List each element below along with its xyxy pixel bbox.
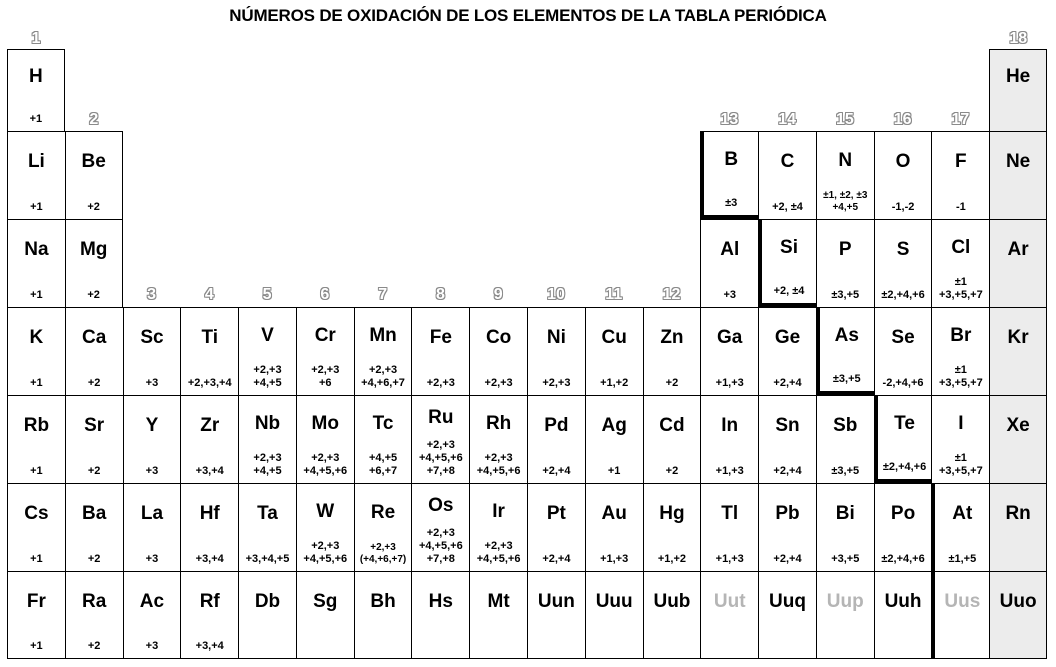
oxidation-numbers: +2,+4 — [773, 465, 802, 478]
empty-cell — [123, 49, 181, 131]
oxidation-numbers: +2,+3 +6 — [311, 364, 340, 390]
element-cell-Re — [354, 483, 412, 571]
oxidation-numbers: +1,+2 — [657, 553, 686, 566]
element-cell-F — [931, 131, 989, 219]
element-cell-Pd — [527, 395, 585, 483]
element-symbol: Mt — [487, 590, 510, 612]
element-symbol: Rb — [23, 415, 50, 436]
element-symbol: Kr — [1007, 327, 1029, 348]
element-cell-Cs — [7, 483, 65, 571]
oxidation-numbers: ±2,+4,+6 — [882, 461, 927, 474]
element-symbol: Fe — [429, 327, 452, 348]
element-cell-P — [816, 219, 874, 307]
element-symbol: Ni — [546, 327, 566, 348]
element-cell-Pb — [758, 483, 816, 571]
oxidation-numbers: ±1,+5 — [948, 553, 977, 566]
group-label-13: 13 — [720, 111, 739, 128]
element-cell-Hf — [180, 483, 238, 571]
element-symbol: Ca — [82, 327, 107, 348]
empty-cell — [527, 131, 585, 219]
element-cell-Rh — [469, 395, 527, 483]
element-cell-Uuu — [585, 571, 643, 659]
element-symbol: Ne — [1005, 151, 1031, 172]
element-symbol: Cd — [659, 415, 685, 436]
oxidation-numbers: ±1, ±2, ±3 +4,+5 — [823, 190, 868, 214]
element-cell-O — [874, 131, 932, 219]
element-symbol: Mg — [79, 239, 108, 260]
empty-cell — [469, 49, 527, 131]
element-cell-Li — [7, 131, 65, 219]
element-symbol: Na — [24, 239, 49, 260]
oxidation-numbers: +1 — [30, 377, 43, 390]
empty-cell — [123, 131, 181, 219]
element-symbol: La — [140, 503, 164, 524]
empty-cell — [238, 49, 296, 131]
oxidation-numbers: ±2,+4,+6 — [881, 289, 925, 302]
element-symbol: Cl — [951, 237, 971, 259]
element-cell-As — [816, 307, 874, 395]
oxidation-numbers: +2,+3,+4 — [187, 377, 232, 390]
element-cell-Sr — [65, 395, 123, 483]
oxidation-numbers: +1 — [30, 553, 43, 566]
empty-cell — [411, 131, 469, 219]
element-cell-At — [931, 483, 989, 571]
oxidation-numbers: +2 — [87, 553, 101, 566]
element-symbol: Al — [720, 239, 740, 260]
element-cell-C — [758, 131, 816, 219]
element-cell-Br — [931, 307, 989, 395]
oxidation-numbers: +2,+3 — [484, 377, 513, 390]
element-cell-Uut — [700, 571, 758, 659]
element-cell-Hs — [411, 571, 469, 659]
element-symbol: Pd — [544, 415, 569, 436]
oxidation-numbers: +2 — [87, 377, 101, 390]
oxidation-numbers: +1 — [29, 113, 43, 126]
element-cell-Rf — [180, 571, 238, 659]
element-cell-S — [874, 219, 932, 307]
element-cell-Hg — [643, 483, 701, 571]
oxidation-numbers: +1 — [30, 465, 43, 478]
oxidation-numbers: +2, ±4 — [773, 285, 805, 298]
element-symbol: As — [834, 325, 859, 346]
element-symbol: Ga — [717, 327, 743, 348]
element-symbol: B — [724, 149, 739, 170]
group-label-8: 8 — [435, 286, 445, 303]
element-symbol: Pt — [546, 503, 566, 524]
oxidation-numbers: +3 — [145, 553, 159, 566]
element-symbol: Nb — [254, 413, 281, 435]
empty-cell — [643, 131, 701, 219]
group-label-18: 18 — [1009, 30, 1028, 47]
element-symbol: Sc — [140, 327, 164, 348]
element-symbol: Zn — [660, 327, 684, 348]
group-label-5: 5 — [262, 286, 272, 303]
element-cell-Cd — [643, 395, 701, 483]
empty-cell — [354, 49, 412, 131]
element-symbol: Fr — [26, 590, 46, 612]
element-symbol: Uun — [537, 590, 575, 612]
element-cell-Y — [123, 395, 181, 483]
oxidation-numbers: +1 — [30, 289, 43, 302]
element-cell-Na — [7, 219, 65, 307]
element-cell-Te — [874, 395, 932, 483]
element-cell-Mt — [469, 571, 527, 659]
oxidation-numbers: ±1 +3,+5,+7 — [938, 364, 983, 390]
oxidation-numbers: +2,+3 — [542, 377, 571, 390]
element-cell-Tc — [354, 395, 412, 483]
element-symbol: F — [955, 151, 967, 172]
oxidation-numbers: -2,+4,+6 — [882, 377, 924, 390]
element-symbol: Uus — [944, 590, 981, 612]
element-symbol: Os — [428, 494, 454, 516]
element-symbol: At — [952, 503, 973, 524]
element-symbol: Uup — [826, 590, 864, 612]
element-symbol: In — [721, 415, 739, 436]
element-symbol: Sr — [84, 415, 105, 436]
oxidation-numbers: ±1 +3,+5,+7 — [938, 452, 983, 478]
oxidation-numbers: -1,-2 — [891, 201, 915, 214]
element-symbol: K — [29, 327, 44, 348]
element-symbol: Cs — [24, 503, 49, 524]
group-label-16: 16 — [893, 111, 912, 128]
element-cell-Kr — [989, 307, 1047, 395]
element-symbol: Ir — [492, 501, 505, 523]
element-symbol: I — [958, 413, 964, 435]
element-cell-Uuo — [989, 571, 1047, 659]
element-symbol: Ru — [428, 406, 454, 428]
empty-cell — [180, 49, 238, 131]
element-cell-Fe — [411, 307, 469, 395]
element-cell-In — [700, 395, 758, 483]
oxidation-numbers: +1,+3 — [715, 465, 744, 478]
element-symbol: Uuo — [999, 590, 1037, 612]
oxidation-numbers: +2,+3 +4,+5 — [253, 452, 282, 478]
element-cell-Bh — [354, 571, 412, 659]
element-cell-Uuq — [758, 571, 816, 659]
element-symbol: Ba — [82, 503, 107, 524]
element-symbol: Bi — [835, 503, 855, 524]
oxidation-numbers: +3,+4 — [195, 640, 224, 653]
oxidation-numbers: +3 — [145, 640, 159, 653]
group-label-7: 7 — [378, 286, 388, 303]
oxidation-numbers: +3,+4,+5 — [245, 553, 290, 566]
oxidation-numbers: +2,+4 — [542, 553, 571, 566]
group-label-4: 4 — [204, 286, 214, 303]
element-symbol: Mo — [311, 413, 339, 435]
element-cell-Uus — [931, 571, 989, 659]
oxidation-numbers: +2 — [87, 201, 100, 214]
element-cell-Uuh — [874, 571, 932, 659]
empty-cell — [296, 131, 354, 219]
oxidation-numbers: +2, ±4 — [772, 201, 803, 214]
group-label-2: 2 — [89, 111, 99, 128]
element-symbol: Re — [370, 502, 396, 524]
element-symbol: Ar — [1007, 239, 1029, 260]
element-cell-Sn — [758, 395, 816, 483]
element-symbol: O — [895, 151, 911, 172]
element-symbol: Cr — [314, 325, 336, 347]
element-cell-He — [989, 49, 1047, 131]
oxidation-numbers: +1,+3 — [600, 553, 629, 566]
page-title: NÚMEROS DE OXIDACIÓN DE LOS ELEMENTOS DE LA TABLA PERIÓDICA — [229, 6, 827, 25]
element-cell-Cr — [296, 307, 354, 395]
element-cell-Ac — [123, 571, 181, 659]
element-cell-Mg — [65, 219, 123, 307]
element-cell-W — [296, 483, 354, 571]
oxidation-numbers: +3,+4 — [195, 465, 224, 478]
oxidation-numbers: +2 — [665, 465, 679, 478]
oxidation-numbers: +2,+3 +4,+5 — [253, 364, 282, 390]
element-cell-Ir — [469, 483, 527, 571]
oxidation-numbers: +3 — [723, 289, 736, 302]
group-label-1: 1 — [31, 30, 41, 47]
element-symbol: Br — [950, 325, 972, 347]
element-cell-Fr — [7, 571, 65, 659]
element-cell-Se — [874, 307, 932, 395]
oxidation-numbers: +2 — [87, 289, 100, 302]
oxidation-numbers: +1 — [30, 640, 43, 653]
oxidation-numbers: +2,+3 +4,+5,+6 — [476, 452, 521, 478]
group-label-10: 10 — [547, 286, 565, 303]
element-cell-Ba — [65, 483, 123, 571]
element-cell-Sc — [123, 307, 181, 395]
element-cell-K — [7, 307, 65, 395]
oxidation-numbers: ±3,+5 — [832, 373, 861, 386]
oxidation-numbers: +3 — [145, 377, 159, 390]
element-symbol: Ta — [257, 503, 278, 524]
oxidation-numbers: +2,+3 — [426, 377, 455, 390]
element-symbol: Be — [81, 151, 106, 172]
empty-cell — [527, 49, 585, 131]
element-symbol: Ac — [139, 590, 165, 612]
element-cell-Os — [411, 483, 469, 571]
element-cell-Ge — [758, 307, 816, 395]
element-symbol: N — [838, 150, 853, 172]
element-cell-Tl — [700, 483, 758, 571]
element-symbol: Uuh — [884, 590, 922, 612]
group-label-3: 3 — [147, 286, 156, 303]
oxidation-numbers: ±2,+4,+6 — [881, 553, 925, 566]
element-symbol: S — [896, 239, 910, 260]
element-cell-Nb — [238, 395, 296, 483]
group-label-12: 12 — [662, 286, 681, 303]
element-symbol: Uuu — [595, 590, 633, 612]
oxidation-numbers: ±3,+5 — [831, 289, 860, 302]
oxidation-numbers: +2,+4 — [773, 553, 802, 566]
oxidation-numbers: +3,+4 — [195, 553, 224, 566]
element-symbol: Uub — [653, 590, 691, 612]
element-cell-N — [816, 131, 874, 219]
oxidation-numbers: +2,+3 +4,+6,+7 — [361, 364, 405, 390]
oxidation-numbers: +2,+3 (+4,+6,+7) — [359, 542, 407, 566]
oxidation-numbers: +4,+5 +6,+7 — [368, 452, 398, 478]
element-symbol: Ag — [601, 415, 627, 436]
element-symbol: Se — [891, 327, 915, 348]
element-cell-Pt — [527, 483, 585, 571]
oxidation-numbers: +2,+3 +4,+5,+6 +7,+8 — [418, 439, 463, 478]
oxidation-numbers: +1,+3 — [715, 377, 744, 390]
element-symbol: Y — [145, 415, 159, 436]
element-symbol: C — [780, 151, 795, 172]
element-symbol: Sn — [775, 415, 800, 436]
element-symbol: Au — [601, 503, 627, 524]
element-cell-Sg — [296, 571, 354, 659]
empty-cell — [585, 49, 643, 131]
element-symbol: He — [1005, 66, 1031, 87]
element-symbol: Mn — [369, 325, 397, 347]
empty-cell — [643, 49, 701, 131]
element-symbol: Ra — [82, 590, 107, 612]
oxidation-numbers: +2,+3 +4,+5,+6 — [303, 452, 348, 478]
oxidation-numbers: -1 — [955, 201, 966, 214]
group-label-6: 6 — [320, 286, 330, 303]
element-cell-Sb — [816, 395, 874, 483]
element-symbol: Xe — [1006, 415, 1030, 436]
element-cell-Mo — [296, 395, 354, 483]
element-cell-Ni — [527, 307, 585, 395]
empty-cell — [180, 131, 238, 219]
element-cell-Zn — [643, 307, 701, 395]
element-symbol: Hf — [199, 503, 220, 524]
element-cell-Bi — [816, 483, 874, 571]
element-cell-Ta — [238, 483, 296, 571]
empty-cell — [296, 49, 354, 131]
oxidation-numbers: +3 — [145, 465, 159, 478]
element-cell-Co — [469, 307, 527, 395]
empty-cell — [585, 131, 643, 219]
element-cell-Au — [585, 483, 643, 571]
oxidation-numbers: +1 — [607, 465, 621, 478]
oxidation-numbers: +1,+3 — [715, 553, 744, 566]
element-symbol: Rh — [485, 413, 512, 435]
element-symbol: Sb — [833, 415, 858, 436]
oxidation-numbers: +2 — [665, 377, 679, 390]
element-symbol: Cu — [601, 327, 627, 348]
element-symbol: Co — [485, 327, 512, 348]
element-symbol: Rn — [1005, 503, 1031, 524]
element-cell-Ga — [700, 307, 758, 395]
element-cell-Uub — [643, 571, 701, 659]
element-symbol: Pb — [775, 503, 800, 524]
element-symbol: P — [838, 239, 852, 260]
element-symbol: Si — [780, 237, 798, 258]
group-label-11: 11 — [605, 286, 623, 303]
element-cell-Ti — [180, 307, 238, 395]
empty-cell — [354, 131, 412, 219]
element-cell-Ru — [411, 395, 469, 483]
element-cell-I — [931, 395, 989, 483]
empty-cell — [469, 131, 527, 219]
element-cell-Uun — [527, 571, 585, 659]
element-cell-Db — [238, 571, 296, 659]
element-cell-Uup — [816, 571, 874, 659]
oxidation-numbers: ±3 — [725, 197, 738, 210]
element-symbol: Bh — [370, 590, 396, 612]
element-cell-Mn — [354, 307, 412, 395]
element-symbol: H — [29, 66, 43, 87]
group-label-15: 15 — [835, 111, 854, 128]
element-cell-Ar — [989, 219, 1047, 307]
group-label-9: 9 — [493, 286, 503, 303]
element-cell-V — [238, 307, 296, 395]
element-symbol: Li — [27, 151, 45, 172]
element-cell-Xe — [989, 395, 1047, 483]
oxidation-numbers: +2 — [87, 640, 101, 653]
oxidation-numbers: +1 — [30, 201, 43, 214]
element-symbol: Uut — [713, 590, 746, 612]
element-symbol: Ti — [201, 327, 218, 348]
empty-cell — [411, 49, 469, 131]
element-cell-Ra — [65, 571, 123, 659]
element-symbol: W — [316, 501, 335, 523]
element-symbol: Hs — [428, 590, 453, 612]
element-cell-La — [123, 483, 181, 571]
empty-cell — [238, 131, 296, 219]
element-cell-B — [700, 131, 758, 219]
element-cell-Cu — [585, 307, 643, 395]
element-cell-Ag — [585, 395, 643, 483]
element-symbol: Po — [890, 503, 916, 524]
oxidation-numbers: +1,+2 — [600, 377, 629, 390]
element-cell-Zr — [180, 395, 238, 483]
element-symbol: Tl — [721, 503, 739, 524]
oxidation-numbers: +2,+3 +4,+5,+6 — [303, 540, 348, 566]
element-symbol: Tc — [372, 413, 394, 435]
element-symbol: V — [261, 325, 274, 347]
oxidation-numbers: ±3,+5 — [831, 465, 860, 478]
element-cell-Po — [874, 483, 932, 571]
element-symbol: Zr — [200, 415, 220, 436]
group-label-14: 14 — [778, 111, 796, 128]
element-cell-Rn — [989, 483, 1047, 571]
element-cell-H — [7, 49, 65, 131]
element-cell-Cl — [931, 219, 989, 307]
oxidation-numbers: +2,+4 — [773, 377, 802, 390]
element-symbol: Sg — [313, 590, 338, 612]
oxidation-numbers: +2 — [87, 465, 101, 478]
oxidation-numbers: +2,+3 +4,+5,+6 +7,+8 — [418, 527, 463, 566]
group-label-17: 17 — [951, 111, 970, 128]
element-cell-Rb — [7, 395, 65, 483]
element-symbol: Te — [894, 413, 915, 434]
oxidation-numbers: +2,+3 +4,+5,+6 — [476, 540, 521, 566]
element-symbol: Ge — [774, 327, 801, 348]
element-symbol: Hg — [659, 503, 685, 524]
element-cell-Ca — [65, 307, 123, 395]
element-cell-Si — [758, 219, 816, 307]
element-cell-Ne — [989, 131, 1047, 219]
element-symbol: Uuq — [769, 590, 806, 612]
periodic-table — [7, 49, 1047, 659]
element-cell-Al — [700, 219, 758, 307]
oxidation-numbers: +3,+5 — [831, 553, 860, 566]
oxidation-numbers: +2,+4 — [542, 465, 571, 478]
element-cell-Be — [65, 131, 123, 219]
oxidation-numbers: ±1 +3,+5,+7 — [938, 276, 983, 302]
element-symbol: Db — [254, 590, 281, 612]
element-symbol: Rf — [199, 590, 220, 612]
